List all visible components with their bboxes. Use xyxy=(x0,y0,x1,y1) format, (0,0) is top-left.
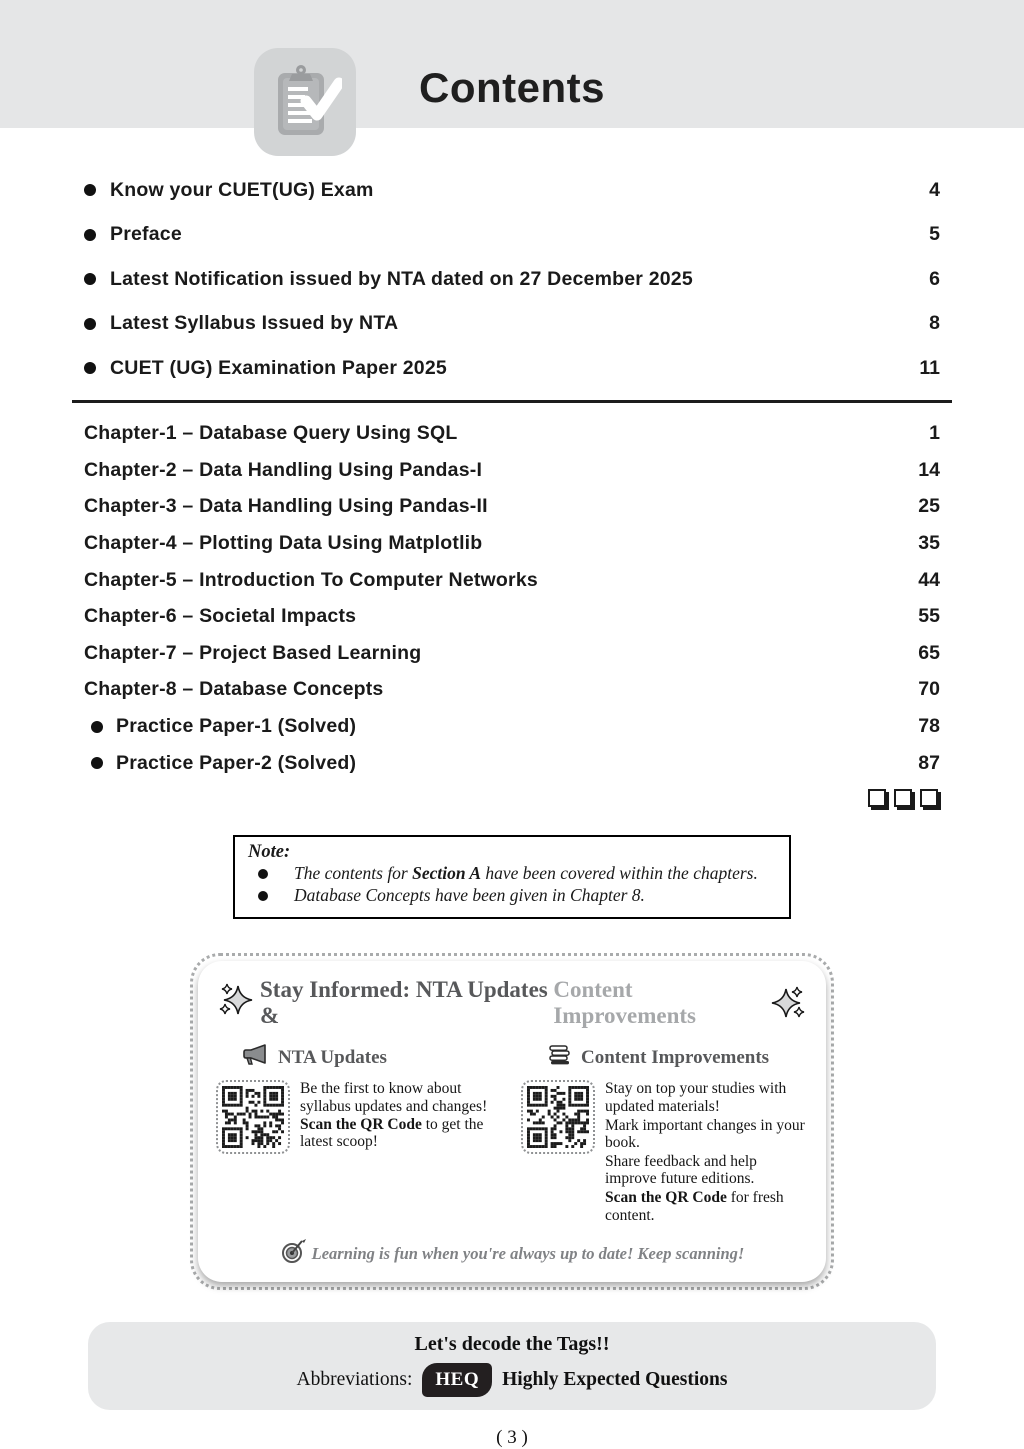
note-item xyxy=(248,863,776,885)
stay-title-light: Content Improvements xyxy=(553,977,696,1029)
chapter-entry xyxy=(84,416,940,453)
chapter-entry-page: 70 xyxy=(918,678,940,701)
note-item-text xyxy=(294,885,645,907)
square-icon xyxy=(920,789,938,807)
chapter-entry-label: Chapter-3 – Data Handling Using Pandas-II xyxy=(84,495,488,518)
practice-paper-page: 78 xyxy=(918,715,940,738)
chapter-entry-label: Chapter-8 – Database Concepts xyxy=(84,678,384,701)
chapter-entry-page: 65 xyxy=(918,641,940,664)
page-number: ( 3 ) xyxy=(496,1427,528,1449)
paragraph xyxy=(605,1153,808,1188)
heq-tag-meaning: Highly Expected Questions xyxy=(502,1369,728,1391)
chapter-list xyxy=(0,410,1024,782)
dart-target-icon xyxy=(280,1237,308,1270)
chapter-entry-label: Chapter-6 – Societal Impacts xyxy=(84,605,357,628)
text-segment: Stay on top your studies with updated materials! xyxy=(605,1080,787,1115)
bullet-icon xyxy=(84,362,96,374)
chapter-entry xyxy=(84,562,940,599)
sparkle-left-icon xyxy=(216,980,256,1026)
toc-entry xyxy=(84,213,940,258)
nta-updates-heading: NTA Updates xyxy=(278,1047,387,1069)
note-item-text xyxy=(294,863,758,885)
text-segment: Share feedback and help improve future editions. xyxy=(605,1152,757,1188)
note-item xyxy=(248,885,776,907)
text-segment: Section A xyxy=(412,863,481,884)
toc-entry xyxy=(84,168,940,213)
note-title: Note: xyxy=(248,842,291,863)
toc-entry-page: 4 xyxy=(929,178,940,201)
tagline-text: Learning is fun when you're always up to date! Keep scanning! xyxy=(311,1243,745,1263)
toc-entry-page: 11 xyxy=(919,356,940,379)
section-divider xyxy=(72,400,952,403)
front-matter-list xyxy=(0,128,1024,391)
chapter-entry xyxy=(84,635,940,672)
megaphone-icon xyxy=(242,1043,268,1073)
chapter-entry xyxy=(84,598,940,635)
text-segment: Be the first to know about syllabus updates and changes! xyxy=(300,1080,488,1115)
chapter-entry xyxy=(84,672,940,709)
paragraph xyxy=(300,1080,503,1151)
chapter-entry-label: Chapter-7 – Project Based Learning xyxy=(84,641,422,664)
chapter-entry-label: Chapter-5 – Introduction To Computer Networks xyxy=(84,568,538,591)
toc-entry-label: Know your CUET(UG) Exam xyxy=(110,178,374,201)
toc-entry-label: Latest Syllabus Issued by NTA xyxy=(110,312,399,335)
stay-informed-box xyxy=(190,953,834,1290)
chapter-entry-page: 35 xyxy=(918,532,940,555)
chapter-entry-label: Chapter-1 – Database Query Using SQL xyxy=(84,422,458,445)
chapter-entry xyxy=(84,525,940,562)
content-improvements-column xyxy=(521,1043,808,1225)
note-box xyxy=(233,835,791,919)
header-band xyxy=(0,0,1024,128)
bullet-icon xyxy=(258,891,268,901)
toc-entry-label: Preface xyxy=(110,223,182,246)
nta-updates-text xyxy=(300,1080,503,1152)
footer-title: Let's decode the Tags!! xyxy=(414,1333,610,1356)
toc-entry-label: CUET (UG) Examination Paper 2025 xyxy=(110,356,447,379)
heq-tag-badge: HEQ xyxy=(422,1363,492,1397)
toc-entry xyxy=(84,346,940,391)
chapter-entry-page: 44 xyxy=(918,568,940,591)
sparkle-right-icon xyxy=(768,983,808,1023)
chapter-entry-page: 25 xyxy=(918,495,940,518)
paragraph xyxy=(605,1080,808,1115)
practice-paper-entry xyxy=(84,745,940,782)
content-improvements-text xyxy=(605,1080,808,1225)
chapter-entry-page: 55 xyxy=(918,605,940,628)
tagline xyxy=(216,1237,808,1270)
text-segment: Scan the QR Code xyxy=(300,1115,422,1133)
paragraph xyxy=(605,1117,808,1152)
practice-paper-label: Practice Paper-1 (Solved) xyxy=(116,715,357,738)
abbreviations-label: Abbreviations: xyxy=(296,1369,413,1391)
toc-entry-page: 8 xyxy=(929,312,940,335)
note-items xyxy=(248,863,776,907)
bullet-icon xyxy=(84,318,96,330)
chapter-entry xyxy=(84,452,940,489)
stay-title-dark: Stay Informed: NTA Updates & xyxy=(260,977,548,1029)
text-segment: for fresh content. xyxy=(605,1189,784,1224)
text-segment: Database Concepts have been given in Chapter 8. xyxy=(294,885,645,906)
paragraph xyxy=(605,1189,808,1224)
practice-paper-page: 87 xyxy=(918,751,940,774)
bullet-icon xyxy=(91,757,103,769)
chapter-entry-label: Chapter-4 – Plotting Data Using Matplotlib xyxy=(84,532,483,555)
books-icon xyxy=(547,1043,571,1073)
toc-entry-page: 6 xyxy=(929,267,940,290)
toc-entry-page: 5 xyxy=(929,223,940,246)
toc-entry xyxy=(84,302,940,347)
qr-code-content-improvements xyxy=(521,1080,595,1154)
qr-code-nta-updates xyxy=(216,1080,290,1154)
bullet-icon xyxy=(91,721,103,733)
chapter-entry-page: 1 xyxy=(929,422,940,445)
text-segment: Scan the QR Code xyxy=(605,1189,727,1207)
chapter-entry xyxy=(84,489,940,526)
text-segment: The contents for xyxy=(294,863,413,884)
bullet-icon xyxy=(84,273,96,285)
chapter-entry-page: 14 xyxy=(918,458,940,481)
text-segment: to get the latest scoop! xyxy=(300,1115,484,1151)
bullet-icon xyxy=(84,229,96,241)
bullet-icon xyxy=(258,869,268,879)
practice-paper-entry xyxy=(84,708,940,745)
practice-paper-label: Practice Paper-2 (Solved) xyxy=(116,751,357,774)
content-improvements-heading: Content Improvements xyxy=(581,1047,770,1069)
nta-updates-column xyxy=(216,1043,503,1225)
text-segment: have been covered within the chapters. xyxy=(481,863,758,884)
chapter-entry-label: Chapter-2 – Data Handling Using Pandas-I xyxy=(84,458,483,481)
page-title: Contents xyxy=(419,64,605,111)
stay-informed-title xyxy=(216,977,808,1029)
square-icon xyxy=(868,789,886,807)
text-segment: Mark important changes in your book. xyxy=(605,1116,805,1152)
toc-entry xyxy=(84,257,940,302)
toc-entry-label: Latest Notification issued by NTA dated on 27 December 2025 xyxy=(110,267,693,290)
square-icon xyxy=(894,789,912,807)
footer-box xyxy=(88,1322,936,1410)
end-of-list-marker xyxy=(0,781,1024,807)
bullet-icon xyxy=(84,184,96,196)
